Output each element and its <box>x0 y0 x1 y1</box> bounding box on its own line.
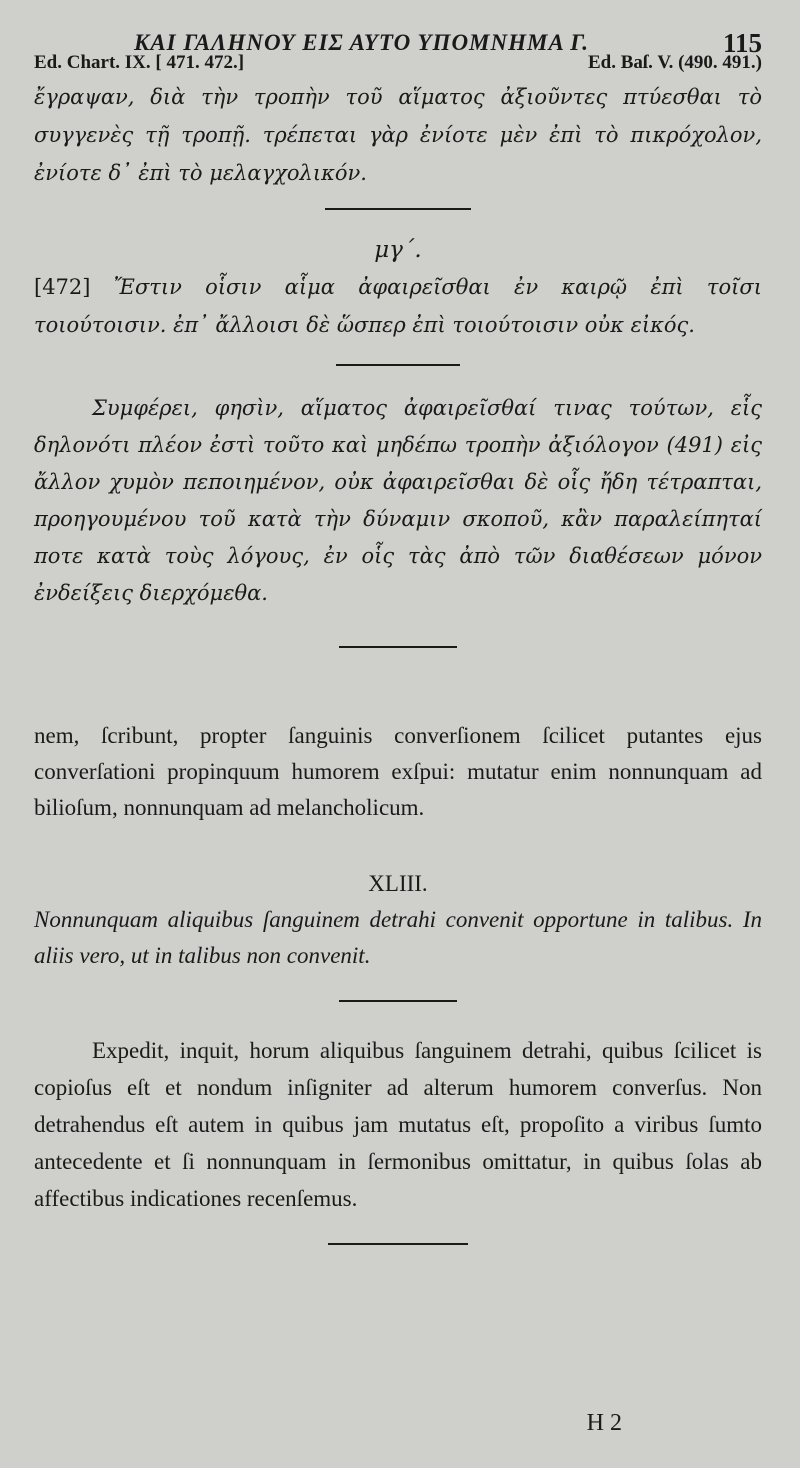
latin-lemma-paragraph: Nonnunquam aliquibus ſanguinem detrahi convenit opportune in talibus. In aliis vero, ut in talibus non convenit. <box>34 907 762 968</box>
greek-intro-paragraph: ἔγραψαν, διὰ τὴν τροπὴν τοῦ αἵματος ἀξιοῦντες πτύεσθαι τὸ συγγενὲς τῇ τροπῇ. τρέπεται γὰρ ἐνίοτε μὲν ἐπὶ τὸ πικρόχολον, ἐνίοτε δ᾽ ἐπὶ τὸ μελαγχολικόν. <box>34 85 762 185</box>
divider-rule <box>339 646 457 648</box>
running-head <box>34 0 762 58</box>
running-title: ΚΑΙ ΓΑΛΗΝΟΥ ΕΙΣ ΑΥΤΟ ΥΠΟΜΝΗΜΑ Γ. <box>134 30 589 55</box>
divider-rule <box>328 1243 468 1245</box>
page-number: 115 <box>722 28 762 58</box>
latin-intro-paragraph: nem, ſcribunt, propter ſanguinis converſionem ſcilicet putantes ejus converſationi propinquum humorem exſpui: mutatur enim nonnunquam ad bilioſum, nonnunquam ad melancholicum. <box>34 723 762 820</box>
divider-rule <box>325 208 471 210</box>
greek-section-number: μγ´. <box>374 237 422 263</box>
latin-section-number: XLIII. <box>368 871 428 896</box>
greek-lemma-paragraph <box>34 268 762 344</box>
latin-commentary-paragraph: Expedit, inquit, horum aliquibus ſanguinem detrahi, quibus ſcilicet is copioſus eſt et nondum inſigniter ad alterum humorem converſus. Non detrahendus eſt autem in quibus jam mutatus eſt, propoſito a viribus ſumto antecedente et ſi nonnunquam in ſermonibus omittatur, in quibus ſolas ab affectibus indicationes recenſemus. <box>34 1038 762 1211</box>
divider-rule <box>336 364 460 366</box>
divider-rule <box>339 1000 457 1002</box>
signature-mark: H 2 <box>586 1410 622 1436</box>
lemma-reference: [472] <box>34 275 91 299</box>
edition-basel: Ed. Baſ. V. (490. 491.) <box>587 52 762 73</box>
greek-commentary-paragraph: Συμφέρει, φησὶν, αἵματος ἀφαιρεῖσθαί τινας τούτων, εἷς δηλονότι πλέον ἐστὶ τοῦτο καὶ μηδέπω τροπὴν ἀξιόλογον (491) εἰς ἄλλον χυμὸν πεποιημένον, οὐκ ἀφαιρεῖσθαι δὲ οἷς ἤδη τέτραπται, προηγουμένου τοῦ κατὰ τὴν δύναμιν σκοποῦ, κἂν παραλείπηταί ποτε κατὰ τοὺς λόγους, ἐν οἷς τὰς ἀπὸ τῶν διαθέσεων μόνον ἐνδείξεις διερχόμεθα. <box>34 396 762 605</box>
greek-lemma-text: Ἔστιν οἷσιν αἷμα ἀφαιρεῖσθαι ἐν καιρῷ ἐπὶ τοῖσι τοιούτοισιν. ἐπ᾽ ἄλλοισι δὲ ὥσπερ ἐπὶ τοιούτοισιν οὐκ εἰκός. <box>34 275 762 337</box>
edition-chartier: Ed. Chart. IX. [ 471. 472.] <box>34 52 245 73</box>
